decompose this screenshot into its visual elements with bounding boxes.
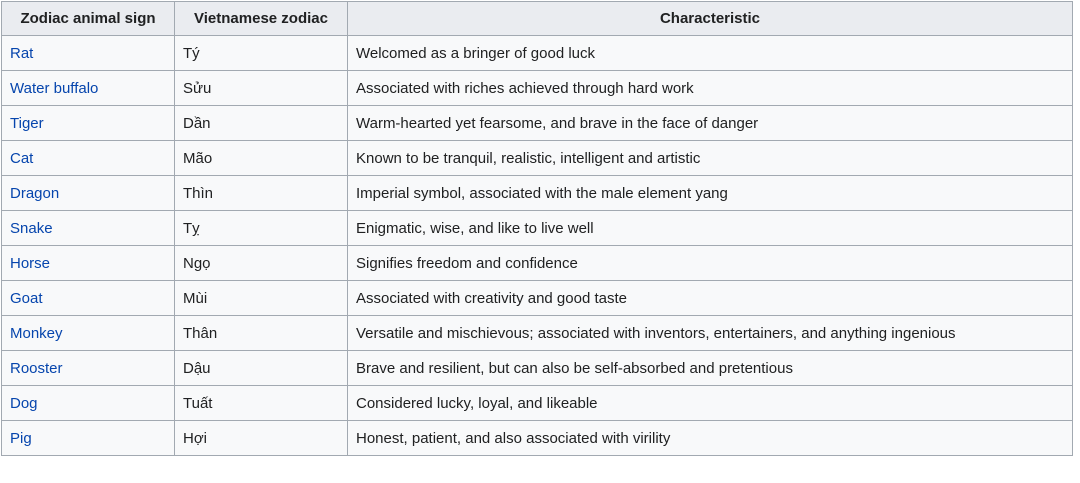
vietnamese-cell: Hợi bbox=[175, 421, 348, 456]
characteristic-cell: Versatile and mischievous; associated with inventors, entertainers, and anything ingenious bbox=[348, 316, 1073, 351]
characteristic-cell: Welcomed as a bringer of good luck bbox=[348, 36, 1073, 71]
table-row bbox=[2, 211, 1073, 246]
vietnamese-cell: Mùi bbox=[175, 281, 348, 316]
animal-cell bbox=[2, 71, 175, 106]
table-row bbox=[2, 421, 1073, 456]
animal-link-pig[interactable]: Pig bbox=[10, 429, 32, 447]
animal-link-rat[interactable]: Rat bbox=[10, 44, 34, 62]
animal-cell bbox=[2, 281, 175, 316]
table-row bbox=[2, 246, 1073, 281]
characteristic-cell: Brave and resilient, but can also be self-absorbed and pretentious bbox=[348, 351, 1073, 386]
table-row bbox=[2, 176, 1073, 211]
characteristic-cell: Associated with creativity and good taste bbox=[348, 281, 1073, 316]
characteristic-cell: Signifies freedom and confidence bbox=[348, 246, 1073, 281]
animal-link-goat[interactable]: Goat bbox=[10, 289, 43, 307]
table-row bbox=[2, 71, 1073, 106]
animal-link-cat[interactable]: Cat bbox=[10, 149, 34, 167]
header-zodiac-animal-sign: Zodiac animal sign bbox=[2, 2, 175, 36]
characteristic-cell: Enigmatic, wise, and like to live well bbox=[348, 211, 1073, 246]
table-body bbox=[2, 36, 1073, 456]
animal-cell bbox=[2, 351, 175, 386]
table-row bbox=[2, 141, 1073, 176]
animal-cell bbox=[2, 316, 175, 351]
vietnamese-cell: Dậu bbox=[175, 351, 348, 386]
table-row bbox=[2, 316, 1073, 351]
animal-link-tiger[interactable]: Tiger bbox=[10, 114, 44, 132]
vietnamese-cell: Sửu bbox=[175, 71, 348, 106]
zodiac-table bbox=[1, 1, 1073, 456]
vietnamese-cell: Ngọ bbox=[175, 246, 348, 281]
table-row bbox=[2, 281, 1073, 316]
vietnamese-cell: Tỵ bbox=[175, 211, 348, 246]
animal-link-rooster[interactable]: Rooster bbox=[10, 359, 63, 377]
characteristic-cell: Imperial symbol, associated with the male element yang bbox=[348, 176, 1073, 211]
animal-cell bbox=[2, 176, 175, 211]
animal-cell bbox=[2, 246, 175, 281]
table-header-row bbox=[2, 2, 1073, 36]
table-row bbox=[2, 386, 1073, 421]
header-vietnamese-zodiac: Vietnamese zodiac bbox=[175, 2, 348, 36]
vietnamese-cell: Tý bbox=[175, 36, 348, 71]
animal-link-snake[interactable]: Snake bbox=[10, 219, 53, 237]
animal-link-monkey[interactable]: Monkey bbox=[10, 324, 63, 342]
vietnamese-cell: Thân bbox=[175, 316, 348, 351]
animal-cell bbox=[2, 386, 175, 421]
animal-cell bbox=[2, 141, 175, 176]
characteristic-cell: Associated with riches achieved through hard work bbox=[348, 71, 1073, 106]
characteristic-cell: Considered lucky, loyal, and likeable bbox=[348, 386, 1073, 421]
header-characteristic: Characteristic bbox=[348, 2, 1073, 36]
characteristic-cell: Honest, patient, and also associated with virility bbox=[348, 421, 1073, 456]
vietnamese-cell: Dần bbox=[175, 106, 348, 141]
animal-cell bbox=[2, 211, 175, 246]
animal-cell bbox=[2, 36, 175, 71]
animal-link-horse[interactable]: Horse bbox=[10, 254, 51, 272]
characteristic-cell: Known to be tranquil, realistic, intelligent and artistic bbox=[348, 141, 1073, 176]
vietnamese-cell: Mão bbox=[175, 141, 348, 176]
vietnamese-cell: Tuất bbox=[175, 386, 348, 421]
animal-cell bbox=[2, 421, 175, 456]
vietnamese-cell: Thìn bbox=[175, 176, 348, 211]
table-row bbox=[2, 351, 1073, 386]
animal-link-dragon[interactable]: Dragon bbox=[10, 184, 60, 202]
characteristic-cell: Warm-hearted yet fearsome, and brave in the face of danger bbox=[348, 106, 1073, 141]
table-row bbox=[2, 36, 1073, 71]
animal-link-dog[interactable]: Dog bbox=[10, 394, 38, 412]
animal-link-water-buffalo[interactable]: Water buffalo bbox=[10, 79, 99, 97]
table-row bbox=[2, 106, 1073, 141]
animal-cell bbox=[2, 106, 175, 141]
